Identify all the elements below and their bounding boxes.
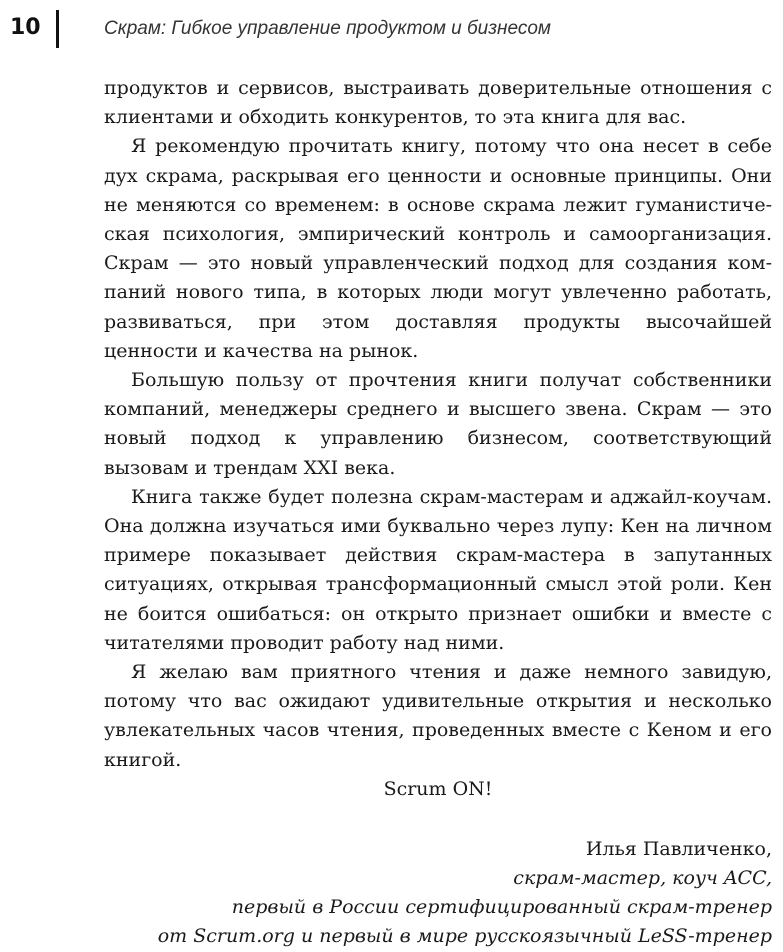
author-name: Илья Павличенко, [585, 838, 772, 860]
paragraph-continuation: продуктов и сервисов, выстраивать доверительные отношения с клиентами и обходить конкурентов, то эта книга для вас. [104, 77, 772, 129]
paragraph-recommendation: Я рекомендую прочитать книгу, потому что она несет в себе дух скрама, раскрывая его ценности и основные принципы. Они не меняются со временем: в основе скрама лежит гуманистическая психология, эмпирический контроль и самоорганизация. Скрам — это новый управленческий подход для создания компаний нового типа, в которых люди могут увлеченно работать, развиваться, при этом доставляя продукты высочайшей ценности и качества на рынок. [104, 135, 772, 362]
body-text [104, 74, 772, 775]
running-title: Скрам: Гибкое управление продуктом и бизнесом [104, 18, 551, 39]
signature-block [104, 835, 772, 951]
signoff: Scrum ON! [383, 778, 493, 800]
paragraph-closing-wish: Я желаю вам приятного чтения и даже немного завидую, потому что вас ожидают удивительные открытия и несколько увлекательных часов чтения, проведенных вместе с Кеном и его книгой. [104, 661, 772, 771]
page-number: 10 [10, 15, 41, 40]
author-credential-1: первый в России сертифицированный скрам-тренер [231, 896, 772, 918]
paragraph-audience-managers: Большую пользу от прочтения книги получат собственники компаний, менеджеры среднего и высшего звена. Скрам — это новый подход к управлению бизнесом, соответствующий вызовам и трендам XXI века. [104, 369, 772, 479]
paragraph-audience-scrum-masters: Книга также будет полезна скрам-мастерам и аджайл-коучам. Она должна изучаться ими буквально через лупу: Кен на личном примере показывает действия скрам-мастера в запутанных ситуациях, открывая трансформационный смысл этой роли. Кен не боится ошибаться: он открыто признает ошибки и вместе с читателями проводит работу над ними. [104, 485, 772, 654]
page-header [0, 0, 783, 58]
author-credential-2: от Scrum.org и первый в мире русскоязычный LeSS-тренер [157, 925, 772, 947]
author-role: скрам-мастер, коуч ACC, [513, 867, 772, 889]
header-divider [56, 10, 59, 48]
